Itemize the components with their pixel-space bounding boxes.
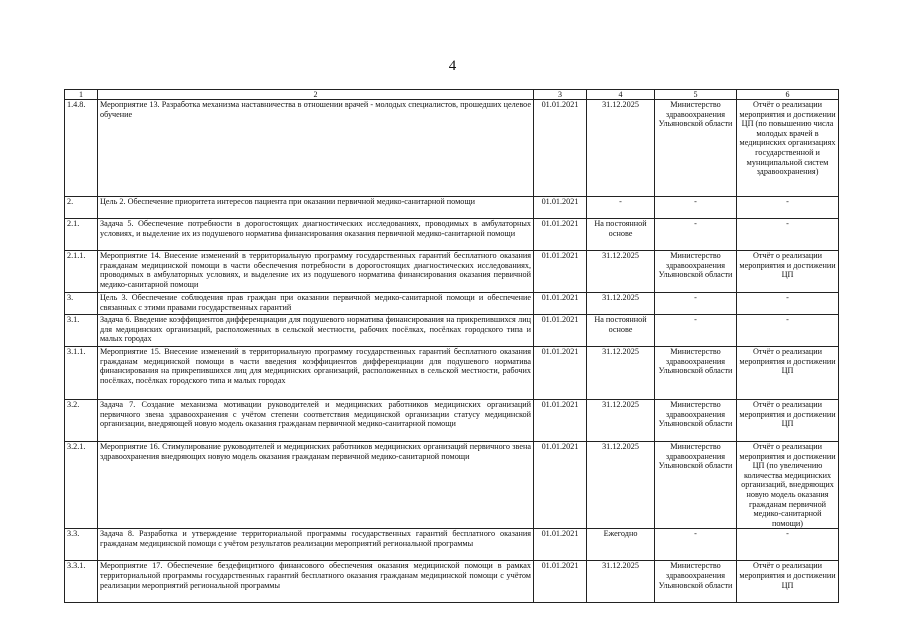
measures-table bbox=[64, 89, 839, 603]
row-result: - bbox=[737, 219, 839, 251]
row-description: Мероприятие 17. Обеспечение бездефицитного финансового обеспечения оказания медицинской помощи в рамках территориальной программы государственных гарантий бесплатного оказания гражданам медицинской помощи с учётом реализации мероприятий региональной программы bbox=[98, 561, 534, 603]
row-executor: - bbox=[655, 293, 737, 315]
table-row bbox=[65, 400, 839, 442]
row-end-date: 31.12.2025 bbox=[587, 293, 655, 315]
row-description: Задача 8. Разработка и утверждение территориальной программы государственных гарантий бесплатного оказания гражданам медицинской помощи с учётом результатов реализации мероприятий региональной программы bbox=[98, 529, 534, 561]
row-description: Мероприятие 13. Разработка механизма наставничества в отношении врачей - молодых специалистов, прошедших целевое обучение bbox=[98, 100, 534, 197]
row-start-date: 01.01.2021 bbox=[534, 293, 587, 315]
row-result: - bbox=[737, 529, 839, 561]
table-row bbox=[65, 100, 839, 197]
row-executor: Министерство здравоохранения Ульяновской области bbox=[655, 561, 737, 603]
row-executor: - bbox=[655, 529, 737, 561]
row-start-date: 01.01.2021 bbox=[534, 315, 587, 347]
header-col-1: 1 bbox=[65, 90, 98, 100]
row-description: Задача 7. Создание механизма мотивации руководителей и медицинских работников медицинских организаций первичного звена здравоохранения с учётом степени соответствия медицинской организации статусу медицинской организации, внедряющей новую модель оказания гражданам первичной медико-санитарной помощи bbox=[98, 400, 534, 442]
row-number: 3.2.1. bbox=[65, 442, 98, 529]
row-description: Мероприятие 14. Внесение изменений в территориальную программу государственных гарантий бесплатного оказания гражданам медицинской помощи в части обеспечения потребности в дорогостоящих диагностических исследованиях, проводимых в амбулаторных условиях, и выделение их из подушевого норматива финансирования оказания первичной медико-санитарной помощи bbox=[98, 251, 534, 293]
row-result: Отчёт о реализации мероприятия и достижении ЦП bbox=[737, 561, 839, 603]
row-end-date: - bbox=[587, 197, 655, 219]
table-row bbox=[65, 442, 839, 529]
row-result: Отчёт о реализации мероприятия и достижении ЦП (по повышению числа молодых врачей в медицинских организациях государственной и муниципальной систем здравоохранения) bbox=[737, 100, 839, 197]
header-col-3: 3 bbox=[534, 90, 587, 100]
header-col-4: 4 bbox=[587, 90, 655, 100]
row-executor: Министерство здравоохранения Ульяновской области bbox=[655, 347, 737, 400]
table-row bbox=[65, 197, 839, 219]
table-row bbox=[65, 219, 839, 251]
row-end-date: Ежегодно bbox=[587, 529, 655, 561]
row-description: Задача 6. Введение коэффициентов дифференциации для подушевого норматива финансирования на прикрепившихся лиц для медицинских организаций, расположенных в сельской местности, рабочих посёлках, посёлках городского типа и малых городах bbox=[98, 315, 534, 347]
header-col-6: 6 bbox=[737, 90, 839, 100]
row-start-date: 01.01.2021 bbox=[534, 442, 587, 529]
row-start-date: 01.01.2021 bbox=[534, 347, 587, 400]
row-executor: Министерство здравоохранения Ульяновской области bbox=[655, 100, 737, 197]
row-start-date: 01.01.2021 bbox=[534, 561, 587, 603]
row-result: Отчёт о реализации мероприятия и достижении ЦП bbox=[737, 251, 839, 293]
header-row bbox=[65, 90, 839, 100]
row-number: 3.2. bbox=[65, 400, 98, 442]
row-result: Отчёт о реализации мероприятия и достижении ЦП bbox=[737, 347, 839, 400]
row-end-date: 31.12.2025 bbox=[587, 561, 655, 603]
row-end-date: 31.12.2025 bbox=[587, 251, 655, 293]
row-number: 2.1. bbox=[65, 219, 98, 251]
row-result: Отчёт о реализации мероприятия и достижении ЦП (по увеличению количества медицинских организаций, внедряющих новую модель оказания гражданам первичной медико-санитарной помощи) bbox=[737, 442, 839, 529]
row-start-date: 01.01.2021 bbox=[534, 197, 587, 219]
row-description: Мероприятие 16. Стимулирование руководителей и медицинских работников медицинских организаций первичного звена здравоохранения внедряющих новую модель оказания гражданам первичной медико-санитарной помощи bbox=[98, 442, 534, 529]
row-start-date: 01.01.2021 bbox=[534, 400, 587, 442]
row-executor: Министерство здравоохранения Ульяновской области bbox=[655, 400, 737, 442]
table-row bbox=[65, 251, 839, 293]
row-number: 1.4.8. bbox=[65, 100, 98, 197]
row-start-date: 01.01.2021 bbox=[534, 529, 587, 561]
row-executor: Министерство здравоохранения Ульяновской области bbox=[655, 442, 737, 529]
table-row bbox=[65, 529, 839, 561]
table-row bbox=[65, 347, 839, 400]
row-start-date: 01.01.2021 bbox=[534, 100, 587, 197]
row-number: 2. bbox=[65, 197, 98, 219]
row-end-date: 31.12.2025 bbox=[587, 400, 655, 442]
table-row bbox=[65, 561, 839, 603]
row-executor: - bbox=[655, 315, 737, 347]
row-number: 3.3. bbox=[65, 529, 98, 561]
row-number: 2.1.1. bbox=[65, 251, 98, 293]
row-number: 3.3.1. bbox=[65, 561, 98, 603]
row-number: 3.1. bbox=[65, 315, 98, 347]
table-row bbox=[65, 293, 839, 315]
row-number: 3. bbox=[65, 293, 98, 315]
row-description: Цель 2. Обеспечение приоритета интересов пациента при оказании первичной медико-санитарной помощи bbox=[98, 197, 534, 219]
row-description: Задача 5. Обеспечение потребности в дорогостоящих диагностических исследованиях, проводимых в амбулаторных условиях, и выделение их из подушевого норматива финансирования оказания первичной медико-санитарной помощи bbox=[98, 219, 534, 251]
row-result: - bbox=[737, 197, 839, 219]
table-row bbox=[65, 315, 839, 347]
header-col-2: 2 bbox=[98, 90, 534, 100]
row-executor: Министерство здравоохранения Ульяновской области bbox=[655, 251, 737, 293]
page-number: 4 bbox=[448, 58, 457, 74]
row-result: - bbox=[737, 293, 839, 315]
header-col-5: 5 bbox=[655, 90, 737, 100]
row-result: Отчёт о реализации мероприятия и достижении ЦП bbox=[737, 400, 839, 442]
row-end-date: На постоянной основе bbox=[587, 219, 655, 251]
row-description: Мероприятие 15. Внесение изменений в территориальную программу государственных гарантий бесплатного оказания гражданам медицинской помощи в части введения коэффициентов дифференциации для подушевого норматива финансирования на прикрепившихся лиц для медицинских организаций, расположенных в сельской местности, рабочих посёлках, посёлках городского типа и малых городах bbox=[98, 347, 534, 400]
row-executor: - bbox=[655, 219, 737, 251]
row-description: Цель 3. Обеспечение соблюдения прав граждан при оказании первичной медико-санитарной помощи и обеспечение связанных с этими правами государственных гарантий bbox=[98, 293, 534, 315]
row-start-date: 01.01.2021 bbox=[534, 219, 587, 251]
row-end-date: 31.12.2025 bbox=[587, 100, 655, 197]
row-end-date: 31.12.2025 bbox=[587, 347, 655, 400]
row-number: 3.1.1. bbox=[65, 347, 98, 400]
row-start-date: 01.01.2021 bbox=[534, 251, 587, 293]
row-executor: - bbox=[655, 197, 737, 219]
row-end-date: 31.12.2025 bbox=[587, 442, 655, 529]
row-end-date: На постоянной основе bbox=[587, 315, 655, 347]
row-result: - bbox=[737, 315, 839, 347]
